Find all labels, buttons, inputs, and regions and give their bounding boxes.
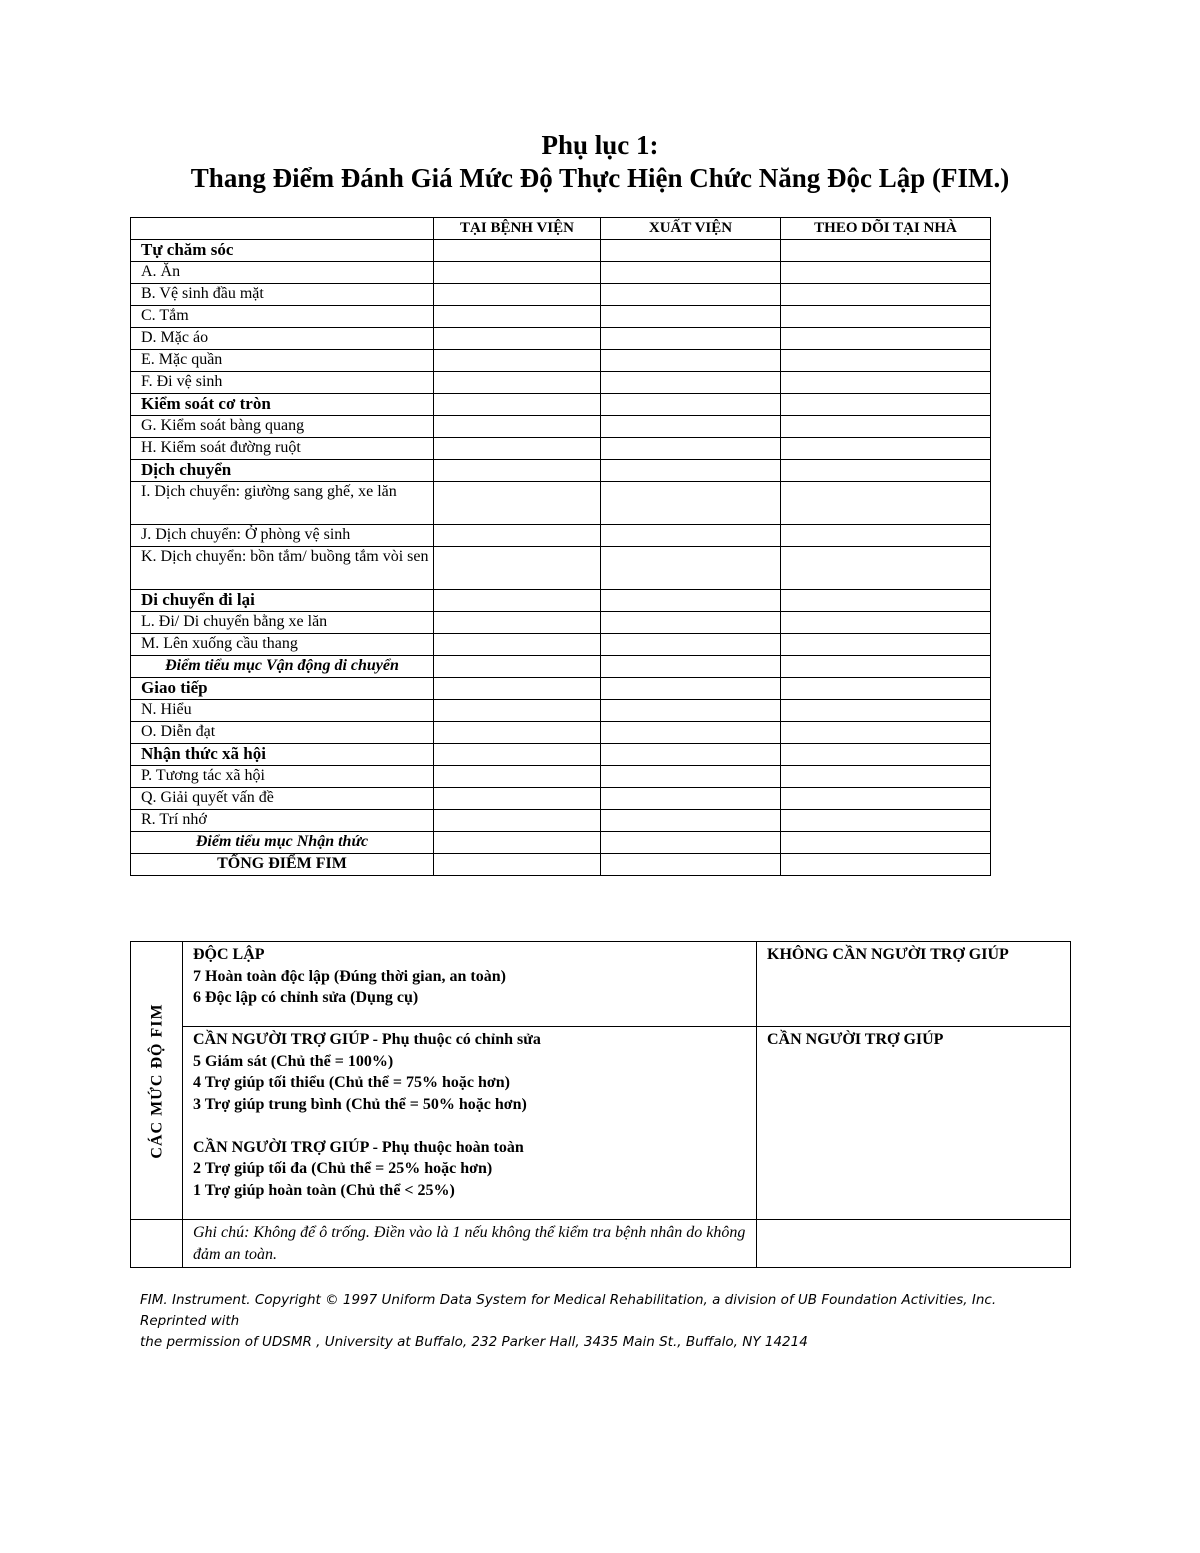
score-cell[interactable] bbox=[781, 372, 991, 394]
score-cell[interactable] bbox=[434, 525, 601, 547]
row-label: R. Trí nhớ bbox=[131, 810, 434, 832]
independent-levels-cell bbox=[183, 942, 757, 1027]
score-cell[interactable] bbox=[601, 854, 781, 876]
table-header-row bbox=[131, 218, 991, 240]
score-cell[interactable] bbox=[601, 525, 781, 547]
row-label: C. Tắm bbox=[131, 306, 434, 328]
section-row bbox=[131, 678, 991, 700]
row-label: H. Kiểm soát đường ruột bbox=[131, 438, 434, 460]
needs-helper-label: CẦN NGƯỜI TRỢ GIÚP bbox=[757, 1027, 1071, 1220]
score-cell[interactable] bbox=[601, 766, 781, 788]
level-line: 6 Độc lập có chỉnh sửa (Dụng cụ) bbox=[193, 989, 419, 1006]
table-row bbox=[131, 350, 991, 372]
score-cell[interactable] bbox=[781, 832, 991, 854]
row-label: P. Tương tác xã hội bbox=[131, 766, 434, 788]
score-cell[interactable] bbox=[601, 700, 781, 722]
copyright-line-1: FIM. Instrument. Copyright © 1997 Uniform Data System for Medical Rehabilitation, a division of UB Foundation Activities, Inc. Reprinted with bbox=[140, 1292, 997, 1329]
score-cell[interactable] bbox=[781, 350, 991, 372]
score-cell[interactable] bbox=[601, 744, 781, 766]
copyright-line-2: the permission of UDSMR , University at Buffalo, 232 Parker Hall, 3435 Main St., Buffalo, NY 14214 bbox=[140, 1334, 808, 1350]
header-empty-cell bbox=[131, 218, 434, 240]
score-cell[interactable] bbox=[601, 262, 781, 284]
row-label: L. Đi/ Di chuyển bằng xe lăn bbox=[131, 612, 434, 634]
section-label: Giao tiếp bbox=[131, 678, 434, 700]
table-row bbox=[131, 547, 991, 590]
row-label: Điểm tiểu mục Vận động di chuyển bbox=[131, 656, 434, 678]
col-header-hospital: TẠI BỆNH VIỆN bbox=[434, 218, 601, 240]
score-cell[interactable] bbox=[601, 810, 781, 832]
fim-table-body bbox=[131, 240, 991, 876]
score-cell[interactable] bbox=[601, 634, 781, 656]
score-cell[interactable] bbox=[434, 372, 601, 394]
score-cell[interactable] bbox=[601, 240, 781, 262]
score-cell[interactable] bbox=[781, 240, 991, 262]
score-cell[interactable] bbox=[601, 722, 781, 744]
score-cell[interactable] bbox=[601, 306, 781, 328]
score-cell[interactable] bbox=[434, 394, 601, 416]
row-label: F. Đi vệ sinh bbox=[131, 372, 434, 394]
score-cell[interactable] bbox=[434, 306, 601, 328]
score-cell[interactable] bbox=[434, 832, 601, 854]
score-cell[interactable] bbox=[434, 547, 601, 590]
level-line: ĐỘC LẬP bbox=[193, 946, 265, 963]
score-cell[interactable] bbox=[781, 590, 991, 612]
level-line: 1 Trợ giúp hoàn toàn (Chủ thể < 25%) bbox=[193, 1181, 455, 1199]
total-row bbox=[131, 854, 991, 876]
score-cell[interactable] bbox=[434, 722, 601, 744]
score-cell[interactable] bbox=[781, 744, 991, 766]
score-cell[interactable] bbox=[434, 460, 601, 482]
row-label: Điểm tiểu mục Nhận thức bbox=[131, 832, 434, 854]
score-cell[interactable] bbox=[781, 766, 991, 788]
score-cell[interactable] bbox=[601, 416, 781, 438]
score-cell[interactable] bbox=[434, 482, 601, 525]
score-cell[interactable] bbox=[434, 350, 601, 372]
row-label: B. Vệ sinh đầu mặt bbox=[131, 284, 434, 306]
score-cell[interactable] bbox=[601, 394, 781, 416]
section-label: Nhận thức xã hội bbox=[131, 744, 434, 766]
table-row bbox=[131, 634, 991, 656]
score-cell[interactable] bbox=[601, 372, 781, 394]
score-cell[interactable] bbox=[781, 700, 991, 722]
score-cell[interactable] bbox=[434, 656, 601, 678]
score-cell[interactable] bbox=[781, 854, 991, 876]
score-cell[interactable] bbox=[434, 700, 601, 722]
levels-row-independent bbox=[131, 942, 1071, 1027]
table-row bbox=[131, 306, 991, 328]
score-cell[interactable] bbox=[434, 438, 601, 460]
section-row bbox=[131, 460, 991, 482]
score-cell[interactable] bbox=[434, 854, 601, 876]
score-cell[interactable] bbox=[781, 394, 991, 416]
helper-levels-cell bbox=[183, 1027, 757, 1220]
row-label: O. Diễn đạt bbox=[131, 722, 434, 744]
row-label: G. Kiểm soát bàng quang bbox=[131, 416, 434, 438]
score-cell[interactable] bbox=[601, 832, 781, 854]
copyright-footer bbox=[140, 1290, 1040, 1353]
score-cell[interactable] bbox=[781, 612, 991, 634]
score-cell[interactable] bbox=[434, 766, 601, 788]
level-line: 2 Trợ giúp tối đa (Chủ thể = 25% hoặc hơn) bbox=[193, 1160, 493, 1177]
score-cell[interactable] bbox=[601, 350, 781, 372]
score-cell[interactable] bbox=[601, 438, 781, 460]
row-label: A. Ăn bbox=[131, 262, 434, 284]
no-helper-label: KHÔNG CẦN NGƯỜI TRỢ GIÚP bbox=[757, 942, 1071, 1027]
table-row bbox=[131, 438, 991, 460]
row-label: E. Mặc quần bbox=[131, 350, 434, 372]
score-cell[interactable] bbox=[781, 788, 991, 810]
level-line bbox=[193, 1115, 746, 1137]
row-label: D. Mặc áo bbox=[131, 328, 434, 350]
section-row bbox=[131, 744, 991, 766]
row-label: I. Dịch chuyển: giường sang ghế, xe lăn bbox=[131, 482, 434, 525]
score-cell[interactable] bbox=[601, 328, 781, 350]
score-cell[interactable] bbox=[601, 656, 781, 678]
score-cell[interactable] bbox=[434, 240, 601, 262]
score-cell[interactable] bbox=[434, 612, 601, 634]
score-cell[interactable] bbox=[601, 678, 781, 700]
note-empty-cell bbox=[131, 1220, 183, 1268]
score-cell[interactable] bbox=[781, 262, 991, 284]
subtotal-row bbox=[131, 656, 991, 678]
table-row bbox=[131, 482, 991, 525]
table-row bbox=[131, 810, 991, 832]
score-cell[interactable] bbox=[781, 656, 991, 678]
table-row bbox=[131, 416, 991, 438]
score-cell[interactable] bbox=[434, 788, 601, 810]
table-row bbox=[131, 722, 991, 744]
score-cell[interactable] bbox=[434, 634, 601, 656]
levels-row-note bbox=[131, 1220, 1071, 1268]
col-header-home-followup: THEO DÕI TẠI NHÀ bbox=[781, 218, 991, 240]
table-row bbox=[131, 372, 991, 394]
score-cell[interactable] bbox=[434, 416, 601, 438]
document-title: Thang Điểm Đánh Giá Mức Độ Thực Hiện Chức Năng Độc Lập (FIM.) bbox=[190, 163, 1010, 193]
score-cell[interactable] bbox=[781, 460, 991, 482]
score-cell[interactable] bbox=[601, 788, 781, 810]
level-line: 5 Giám sát (Chủ thể = 100%) bbox=[193, 1052, 394, 1070]
level-line: 4 Trợ giúp tối thiểu (Chủ thể = 75% hoặc hơn) bbox=[193, 1074, 510, 1091]
score-cell[interactable] bbox=[781, 416, 991, 438]
level-line: CẦN NGƯỜI TRỢ GIÚP - Phụ thuộc có chỉnh sửa bbox=[193, 1031, 541, 1048]
table-row bbox=[131, 612, 991, 634]
fim-score-table bbox=[130, 217, 991, 876]
subtotal-row bbox=[131, 832, 991, 854]
score-cell[interactable] bbox=[601, 590, 781, 612]
section-label: Tự chăm sóc bbox=[131, 240, 434, 262]
row-label: M. Lên xuống cầu thang bbox=[131, 634, 434, 656]
section-row bbox=[131, 240, 991, 262]
level-line: 3 Trợ giúp trung bình (Chủ thể = 50% hoặc hơn) bbox=[193, 1095, 527, 1113]
score-cell[interactable] bbox=[781, 482, 991, 525]
score-cell[interactable] bbox=[601, 284, 781, 306]
score-cell[interactable] bbox=[434, 590, 601, 612]
score-cell[interactable] bbox=[601, 547, 781, 590]
score-cell[interactable] bbox=[781, 810, 991, 832]
score-cell[interactable] bbox=[781, 547, 991, 590]
row-label: N. Hiểu bbox=[131, 700, 434, 722]
score-cell[interactable] bbox=[781, 722, 991, 744]
note-right-empty-cell bbox=[757, 1220, 1071, 1268]
score-cell[interactable] bbox=[434, 810, 601, 832]
section-label: Kiểm soát cơ tròn bbox=[131, 394, 434, 416]
level-line: 7 Hoàn toàn độc lập (Đúng thời gian, an toàn) bbox=[193, 967, 506, 985]
col-header-discharge: XUẤT VIỆN bbox=[601, 218, 781, 240]
score-cell[interactable] bbox=[434, 744, 601, 766]
score-cell[interactable] bbox=[781, 525, 991, 547]
table-row bbox=[131, 284, 991, 306]
score-cell[interactable] bbox=[781, 678, 991, 700]
row-label: J. Dịch chuyển: Ở phòng vệ sinh bbox=[131, 525, 434, 547]
score-cell[interactable] bbox=[601, 460, 781, 482]
section-label: Di chuyển đi lại bbox=[131, 590, 434, 612]
score-cell[interactable] bbox=[434, 328, 601, 350]
score-cell[interactable] bbox=[781, 284, 991, 306]
table-row bbox=[131, 525, 991, 547]
row-label: TỔNG ĐIỂM FIM bbox=[131, 854, 434, 876]
fim-levels-table bbox=[130, 941, 1071, 1268]
score-cell[interactable] bbox=[434, 284, 601, 306]
row-label: K. Dịch chuyển: bồn tắm/ buồng tắm vòi sen bbox=[131, 547, 434, 590]
score-cell[interactable] bbox=[434, 678, 601, 700]
level-line: CẦN NGƯỜI TRỢ GIÚP - Phụ thuộc hoàn toàn bbox=[193, 1138, 524, 1156]
levels-side-cell bbox=[131, 942, 183, 1220]
section-row bbox=[131, 394, 991, 416]
section-label: Dịch chuyển bbox=[131, 460, 434, 482]
row-label: Q. Giải quyết vấn đề bbox=[131, 788, 434, 810]
section-row bbox=[131, 590, 991, 612]
score-cell[interactable] bbox=[601, 612, 781, 634]
score-cell[interactable] bbox=[434, 262, 601, 284]
levels-row-helper bbox=[131, 1027, 1071, 1220]
score-cell[interactable] bbox=[601, 482, 781, 525]
score-cell[interactable] bbox=[781, 438, 991, 460]
table-row bbox=[131, 328, 991, 350]
levels-side-label: CÁC MỨC ĐỘ FIM bbox=[147, 1002, 165, 1159]
table-row bbox=[131, 700, 991, 722]
table-row bbox=[131, 262, 991, 284]
note-text: Ghi chú: Không để ô trống. Điền vào là 1 nếu không thể kiểm tra bệnh nhân do không đảm an toàn. bbox=[183, 1220, 757, 1268]
score-cell[interactable] bbox=[781, 328, 991, 350]
score-cell[interactable] bbox=[781, 306, 991, 328]
table-row bbox=[131, 788, 991, 810]
score-cell[interactable] bbox=[781, 634, 991, 656]
table-row bbox=[131, 766, 991, 788]
appendix-title: Phụ lục 1: bbox=[541, 130, 659, 160]
